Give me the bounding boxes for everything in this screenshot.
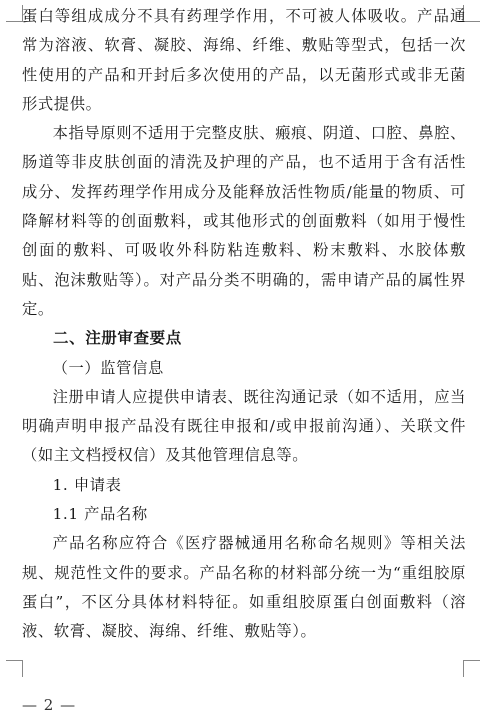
paragraph-product-name: 产品名称应符合《医疗器械通用名称命名规则》等相关法规、规范性文件的要求。产品名称的材料部分统一为“重组胶原蛋白”，不区分具体材料特征。如重组胶原蛋白创面敷料（溶液、软膏、凝胶、海绵、纤维、敷贴等）。 <box>22 534 466 641</box>
page-number: — 2 — <box>22 696 77 714</box>
crop-mark-bottom-left <box>6 660 23 677</box>
crop-mark-top-left <box>6 5 23 22</box>
section-heading: 二、注册审查要点 <box>53 329 182 348</box>
paragraph-continuation: 蛋白等组成成分不具有药理学作用，不可被人体吸收。产品通常为溶液、软膏、凝胶、海绵、纤维、敷贴等型式，包括一次性使用的产品和开封后多次使用的产品，以无菌形式或非无菌形式提供。 <box>22 7 466 113</box>
subsection-heading: （一）监管信息 <box>52 358 164 377</box>
item-heading-product-name: 1.1 产品名称 <box>52 505 148 524</box>
item-heading-application-form: 1. 申请表 <box>52 475 122 494</box>
document-body <box>22 2 466 647</box>
paragraph-scope-exclusion: 本指导原则不适用于完整皮肤、瘢痕、阴道、口腔、鼻腔、肠道等非皮肤创面的清洗及护理的产品，也不适用于含有活性成分、发挥药理学作用成分及能释放活性物质/能量的物质、可降解材料等的创面敷料，或其他形式的创面敷料（如用于慢性创面的敷料、可吸收外科防粘连敷料、粉末敷料、水胶体敷贴、泡沫敷贴等）。对产品分类不明确的，需申请产品的属性界定。 <box>22 124 466 318</box>
crop-mark-bottom-right <box>463 660 480 677</box>
paragraph-regulatory-info: 注册申请人应提供申请表、既往沟通记录（如不适用，应当明确声明申报产品没有既往申报和/或申报前沟通）、关联文件（如主文档授权信）及其他管理信息等。 <box>22 387 466 465</box>
